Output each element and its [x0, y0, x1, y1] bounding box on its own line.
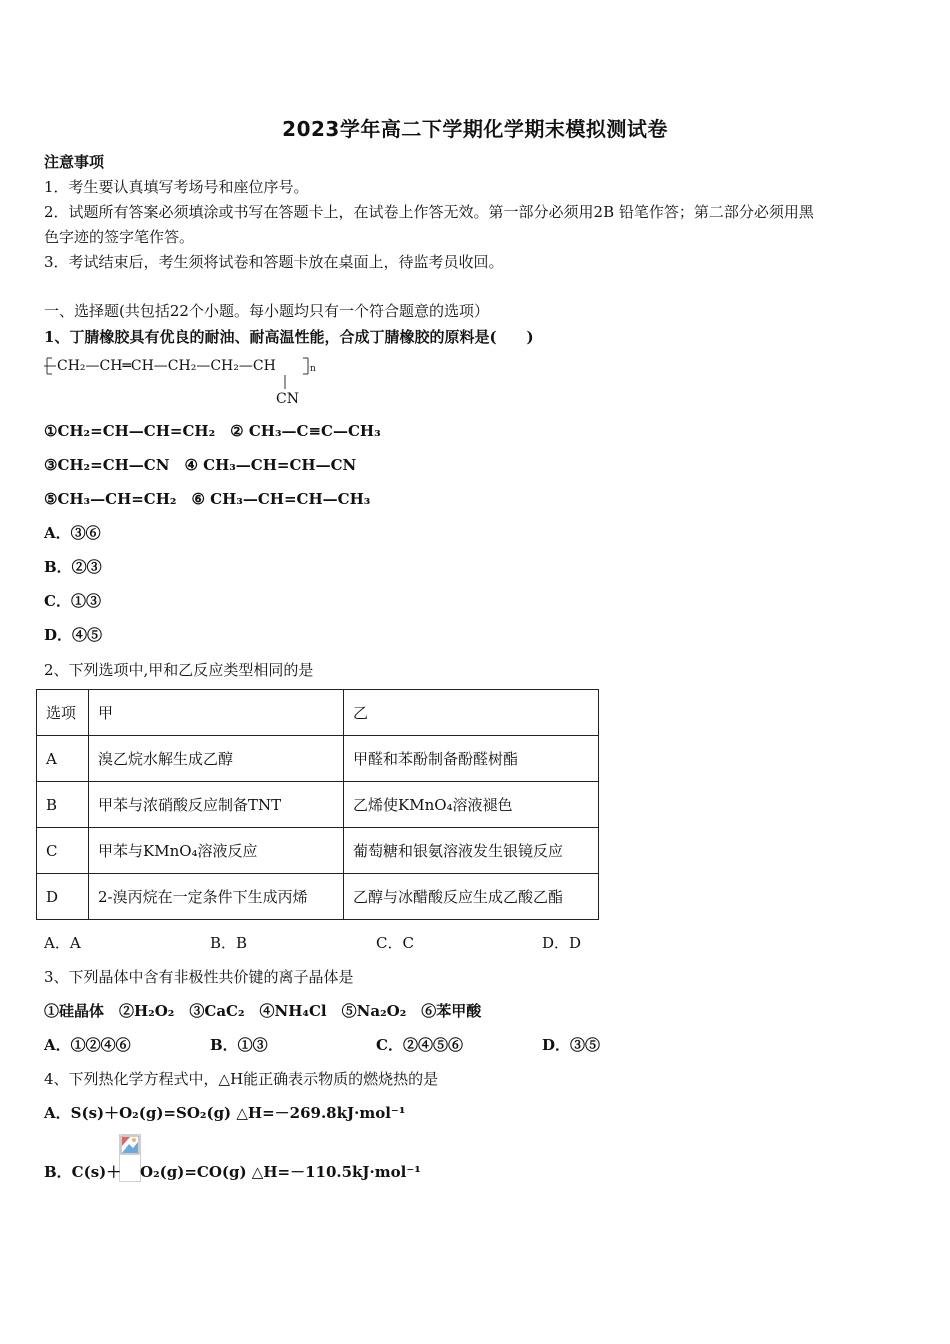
table-row: [37, 874, 599, 920]
table-row: [37, 782, 599, 828]
q1-choice-c[interactable]: C．①③: [44, 592, 101, 610]
q2-table: [36, 689, 599, 920]
q1-options-line-2: ③CH₂=CH—CN ④ CH₃—CH=CH—CN: [44, 456, 357, 474]
q3-choice-c[interactable]: C．②④⑤⑥: [376, 1036, 463, 1054]
table-header-row: [37, 690, 599, 736]
notice-item-2: 2．试题所有答案必须填涂或书写在答题卡上，在试卷上作答无效。第一部分必须用2B 铅笔作答；第二部分必须用黑: [44, 203, 814, 221]
q3-options: ①硅晶体 ②H₂O₂ ③CaC₂ ④NH₄Cl ⑤Na₂O₂ ⑥苯甲酸: [44, 1002, 482, 1020]
q4-choice-b-suffix[interactable]: O₂(g)=CO(g) △H=－110.5kJ·mol⁻¹: [140, 1163, 421, 1181]
row-c-yi: 葡萄糖和银氨溶液发生银镜反应: [344, 828, 599, 874]
row-d-jia: 2-溴丙烷在一定条件下生成丙烯: [89, 874, 344, 920]
q4-choice-b-prefix[interactable]: B．C(s)＋: [44, 1163, 122, 1181]
table-row: [37, 736, 599, 782]
q1-stem: 1、丁腈橡胶具有优良的耐油、耐高温性能，合成丁腈橡胶的原料是( ): [44, 328, 534, 346]
table-row: [37, 828, 599, 874]
q2-stem: 2、下列选项中,甲和乙反应类型相同的是: [44, 661, 314, 679]
row-d-option: D: [37, 874, 89, 920]
row-c-jia: 甲苯与KMnO₄溶液反应: [89, 828, 344, 874]
page-title: 2023学年高二下学期化学期末模拟测试卷: [282, 117, 668, 141]
header-option: 选项: [37, 690, 89, 736]
row-c-option: C: [37, 828, 89, 874]
header-jia: 甲: [89, 690, 344, 736]
row-d-yi: 乙醇与冰醋酸反应生成乙酸乙酯: [344, 874, 599, 920]
notice-item-1: 1．考生要认真填写考场号和座位序号。: [44, 178, 309, 196]
q1-choice-b[interactable]: B．②③: [44, 558, 102, 576]
missing-image-placeholder: [119, 1134, 141, 1182]
q3-choice-a[interactable]: A．①②④⑥: [44, 1036, 131, 1054]
row-a-jia: 溴乙烷水解生成乙醇: [89, 736, 344, 782]
q1-choice-a[interactable]: A．③⑥: [44, 524, 101, 542]
q2-choice-c[interactable]: C．C: [376, 934, 414, 952]
q4-stem: 4、下列热化学方程式中，△H能正确表示物质的燃烧热的是: [44, 1070, 439, 1088]
header-yi: 乙: [344, 690, 599, 736]
row-b-option: B: [37, 782, 89, 828]
q3-choice-b[interactable]: B．①③: [210, 1036, 268, 1054]
polymer-structure: [44, 356, 344, 416]
notice-item-2-cont: 色字迹的签字笔作答。: [44, 228, 195, 246]
row-a-option: A: [37, 736, 89, 782]
notice-item-3: 3．考试结束后，考生须将试卷和答题卡放在桌面上，待监考员收回。: [44, 253, 504, 271]
q2-choice-b[interactable]: B．B: [210, 934, 248, 952]
q4-choice-a[interactable]: A．S(s)＋O₂(g)=SO₂(g) △H=－269.8kJ·mol⁻¹: [44, 1104, 406, 1122]
polymer-main-chain: CH₂—CH═CH—CH₂—CH₂—CH: [57, 358, 276, 374]
broken-image-icon: [120, 1135, 140, 1155]
row-b-jia: 甲苯与浓硝酸反应制备TNT: [89, 782, 344, 828]
q1-options-line-1: ①CH₂=CH—CH=CH₂ ② CH₃—C≡C—CH₃: [44, 422, 381, 440]
q2-choice-d[interactable]: D．D: [542, 934, 582, 952]
row-b-yi: 乙烯使KMnO₄溶液褪色: [344, 782, 599, 828]
q1-choice-d[interactable]: D．④⑤: [44, 626, 103, 644]
q2-choice-a[interactable]: A．A: [44, 934, 81, 952]
q3-stem: 3、下列晶体中含有非极性共价键的离子晶体是: [44, 968, 354, 986]
polymer-side-group: CN: [276, 391, 299, 407]
row-a-yi: 甲醛和苯酚制备酚醛树酯: [344, 736, 599, 782]
section-heading: 一、选择题(共包括22个小题。每小题均只有一个符合题意的选项）: [44, 302, 489, 320]
polymer-n: n: [310, 364, 316, 374]
q1-options-line-3: ⑤CH₃—CH=CH₂ ⑥ CH₃—CH=CH—CH₃: [44, 490, 371, 508]
notice-heading: 注意事项: [44, 153, 105, 171]
q3-choice-d[interactable]: D．③⑤: [542, 1036, 601, 1054]
